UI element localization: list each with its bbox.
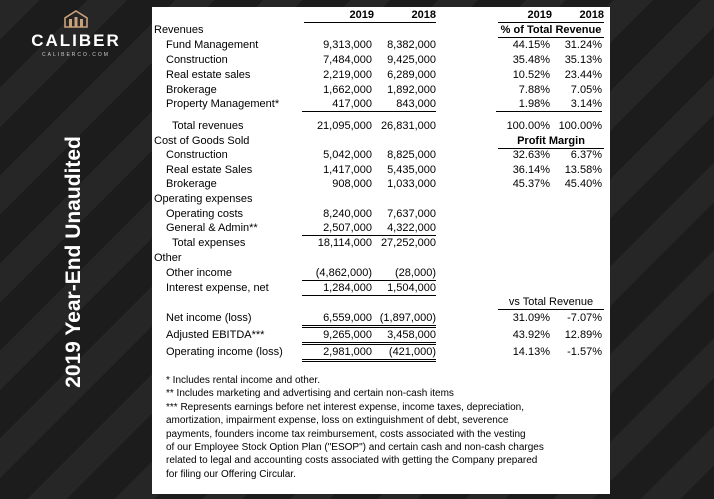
row-pct-2019: 7.88% [518, 84, 550, 96]
row-label: Brokerage [166, 178, 217, 190]
brand-logo [26, 10, 126, 58]
brand-site: CALIBERCO.COM [42, 52, 110, 58]
row-pct-2018: -1.57% [567, 346, 602, 358]
row-2018: 7,637,000 [387, 208, 436, 220]
row-pct-2018: 3.14% [550, 98, 602, 112]
footnote-line: *** Represents earnings before net interest expense, income taxes, depreciation, [166, 401, 524, 413]
row-2019: 21,095,000 [316, 120, 372, 132]
row-pct-2018: 31.24% [564, 39, 602, 51]
row-pct-2019: 14.13% [512, 346, 550, 358]
row-2018: 843,000 [366, 98, 436, 112]
row-pct-2018: 7.05% [570, 84, 602, 96]
side-title: 2019 Year-End Unaudited [62, 136, 85, 388]
row-label: Total expenses [172, 237, 246, 249]
row-pct-2019: 43.92% [512, 329, 550, 341]
row-2018: 8,825,000 [387, 149, 436, 161]
row-pct-2019: 32.63% [512, 149, 550, 161]
row-pct-2018: -7.07% [567, 312, 602, 324]
row-2019: 7,484,000 [323, 54, 372, 66]
row-pct-2019: 100.00% [506, 120, 550, 132]
row-pct-2019: 1.98% [496, 98, 550, 112]
footnote-line: of our Employee Stock Option Plan ("ESOP") and certain cash and non-cash charges [166, 442, 544, 454]
row-2018: 3,458,000 [366, 329, 436, 345]
row-pct-2019: 36.14% [512, 164, 550, 176]
row-2018: 8,382,000 [387, 39, 436, 51]
row-label: Real estate Sales [166, 164, 253, 176]
row-2019: (4,862,000) [302, 267, 372, 281]
row-label: Construction [166, 149, 228, 161]
row-2019: 18,114,000 [317, 237, 372, 249]
row-2018: 4,322,000 [366, 222, 436, 236]
row-2018: 6,289,000 [387, 69, 436, 81]
row-pct-2019: 10.52% [512, 69, 550, 81]
brand-name: CALIBER [31, 31, 121, 50]
row-label: Total revenues [172, 120, 244, 132]
header-2018: 2018 [374, 9, 436, 23]
row-2018: 9,425,000 [387, 54, 436, 66]
row-label: Interest expense, net [166, 282, 269, 294]
row-2019: 9,265,000 [302, 329, 372, 345]
row-label: Operating costs [166, 208, 244, 220]
row-pct-2019: 31.09% [512, 312, 550, 324]
row-2018: (1,897,000) [366, 312, 436, 328]
row-pct-2019: 45.37% [512, 178, 550, 190]
row-pct-2018: 23.44% [564, 69, 602, 81]
section-profit-margin: Profit Margin [498, 135, 604, 149]
row-2018: (28,000) [366, 267, 436, 281]
row-2019: 2,219,000 [323, 69, 372, 81]
section-pct-total-revenue: % of Total Revenue [498, 24, 604, 38]
building-icon [63, 10, 89, 28]
row-2019: 6,559,000 [302, 312, 372, 328]
section-vs-total-revenue: vs Total Revenue [498, 296, 604, 310]
section-revenues: Revenues [154, 24, 204, 36]
row-label: Operating income (loss) [166, 346, 283, 358]
row-2019: 2,507,000 [302, 222, 372, 236]
row-2019: 2,981,000 [302, 346, 372, 362]
row-label: Other income [166, 267, 233, 279]
row-label: Brokerage [166, 84, 217, 96]
section-other: Other [154, 252, 182, 264]
row-pct-2018: 6.37% [570, 149, 602, 161]
row-2019: 1,284,000 [302, 282, 372, 296]
row-label: Net income (loss) [166, 312, 252, 324]
row-label: Fund Management [166, 39, 259, 51]
row-2018: (421,000) [366, 346, 436, 362]
footnote-line: for filing our Offering Circular. [166, 468, 296, 480]
header-pct-2019: 2019 [498, 9, 552, 23]
row-2018: 1,892,000 [387, 84, 436, 96]
row-2018: 5,435,000 [387, 164, 436, 176]
section-opex: Operating expenses [154, 193, 253, 205]
section-cogs: Cost of Goods Sold [154, 135, 250, 147]
header-2019: 2019 [304, 9, 374, 23]
row-label: Adjusted EBITDA*** [166, 329, 265, 341]
row-pct-2018: 45.40% [564, 178, 602, 190]
row-2019: 8,240,000 [323, 208, 372, 220]
row-2019: 9,313,000 [323, 39, 372, 51]
row-label: Real estate sales [166, 69, 251, 81]
row-2019: 1,417,000 [323, 164, 372, 176]
row-pct-2019: 44.15% [512, 39, 550, 51]
footnote-line: * Includes rental income and other. [166, 375, 320, 386]
row-label: Property Management* [166, 98, 280, 110]
row-2018: 1,033,000 [387, 178, 436, 190]
row-pct-2019: 35.48% [512, 54, 550, 66]
row-label: Construction [166, 54, 228, 66]
row-2018: 1,504,000 [366, 282, 436, 296]
footnotes [166, 374, 602, 481]
row-pct-2018: 13.58% [564, 164, 602, 176]
row-2018: 27,252,000 [380, 237, 436, 249]
row-pct-2018: 12.89% [564, 329, 602, 341]
row-2018: 26,831,000 [380, 120, 436, 132]
row-pct-2018: 100.00% [558, 120, 602, 132]
financial-statement [152, 7, 610, 494]
footnote-line: ** Includes marketing and advertising and certain non-cash items [166, 388, 454, 400]
row-2019: 908,000 [332, 178, 372, 190]
footnote-line: payments, founders income tax reimbursement, costs associated with the vesting [166, 428, 526, 440]
row-pct-2018: 35.13% [564, 54, 602, 66]
row-2019: 1,662,000 [323, 84, 372, 96]
footnote-line: related to legal and accounting costs associated with getting the Company prepared [166, 455, 538, 467]
row-label: General & Admin** [166, 222, 258, 234]
footnote-line: amortization, impairment expense, loss on extinguishment of debt, severence [166, 415, 509, 427]
row-2019: 5,042,000 [323, 149, 372, 161]
header-pct-2018: 2018 [552, 9, 604, 23]
row-2019: 417,000 [302, 98, 372, 112]
